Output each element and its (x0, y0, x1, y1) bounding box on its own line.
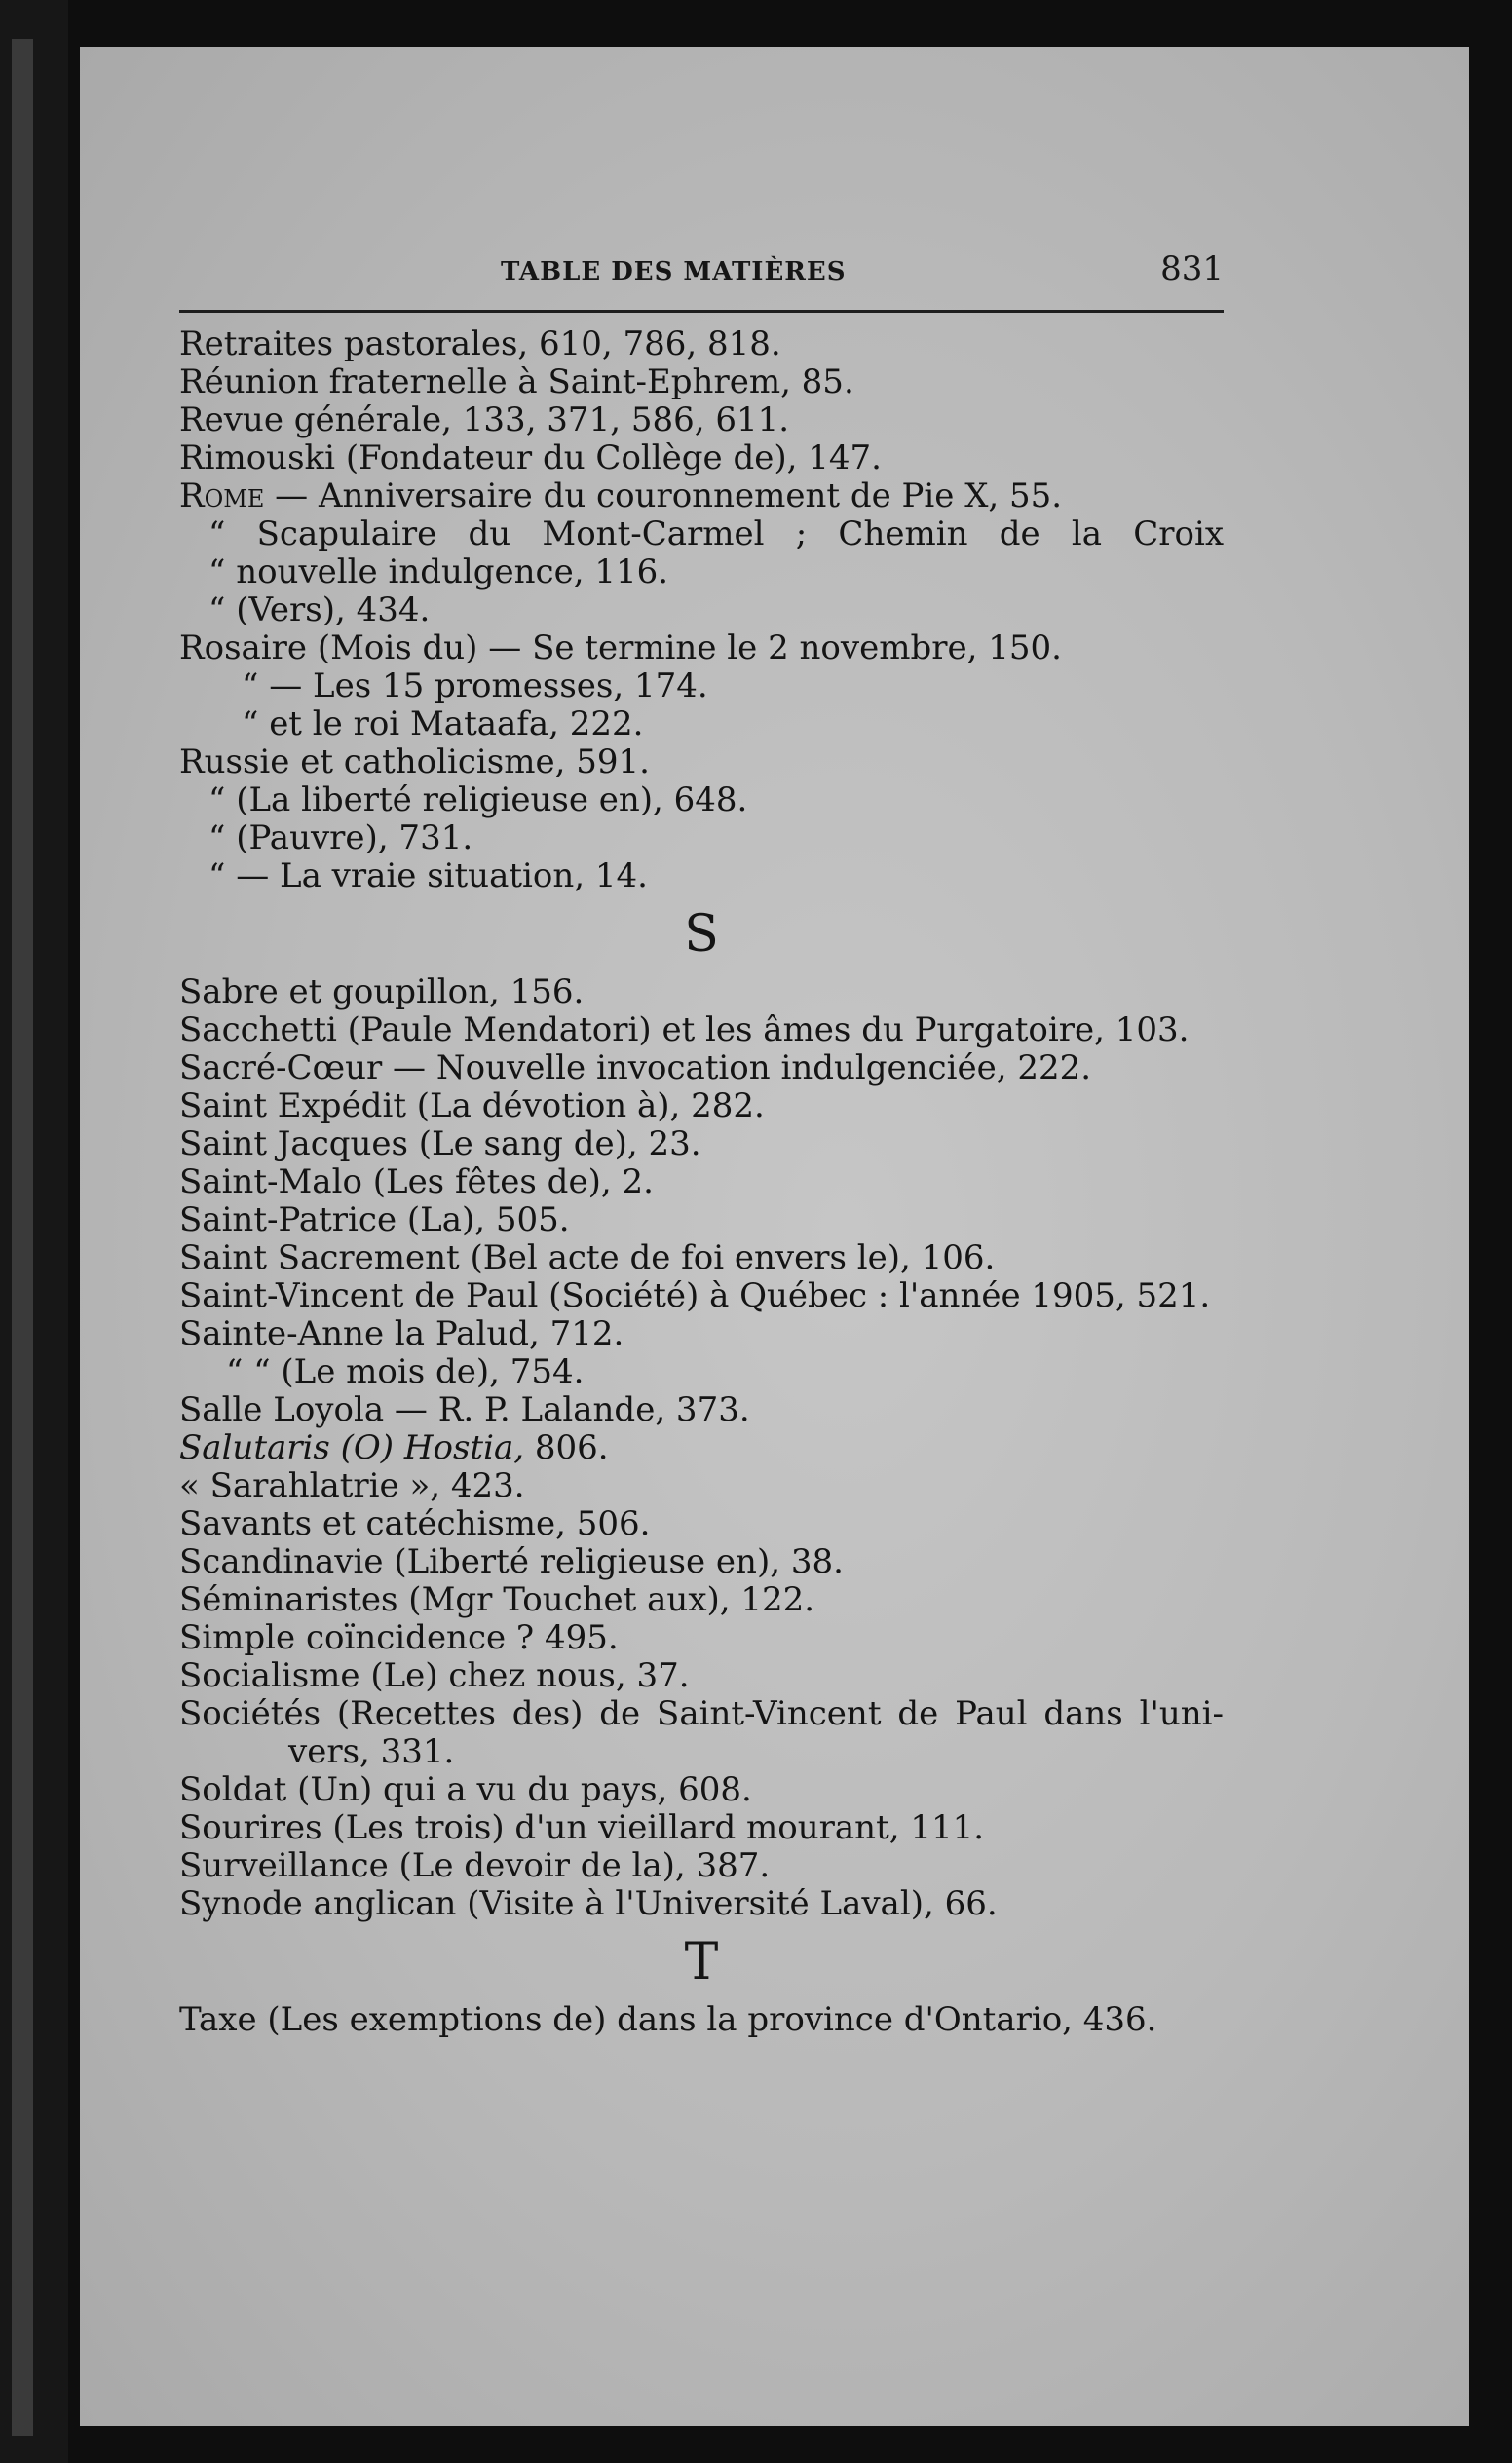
index-entry: Sacré-Cœur — Nouvelle invocation indulgenciée, 222. (179, 1049, 1092, 1087)
index-subentry: “ (La liberté religieuse en), 648. (208, 781, 748, 819)
salutaris-title: Salutaris (O) Hostia, (179, 1429, 525, 1467)
index-entry-salutaris (179, 1429, 1224, 1467)
index-entry-continuation: vers, 331. (288, 1733, 455, 1771)
section-letter-s: S (684, 905, 719, 964)
index-entry: « Sarahlatrie », 423. (179, 1467, 525, 1505)
index-entry: Salle Loyola — R. P. Lalande, 373. (179, 1391, 750, 1429)
index-entry: Simple coïncidence ? 495. (179, 1619, 619, 1657)
index-entry: Saint-Vincent de Paul (Société) à Québec : l'année 1905, 521. (179, 1277, 1211, 1315)
rome-heading: Rome (179, 477, 265, 515)
index-subentry: “ “ (Le mois de), 754. (226, 1353, 585, 1391)
index-entry: Sainte-Anne la Palud, 712. (179, 1315, 624, 1353)
index-subentry: “ (Vers), 434. (208, 591, 431, 629)
page-number: 831 (1160, 249, 1224, 288)
index-entry: Rimouski (Fondateur du Collège de), 147. (179, 439, 882, 477)
index-entry: Scandinavie (Liberté religieuse en), 38. (179, 1543, 844, 1581)
index-entry: Saint Expédit (La dévotion à), 282. (179, 1087, 765, 1125)
index-subentry: “ (Pauvre), 731. (208, 819, 473, 857)
section-letter-t: T (684, 1933, 719, 1991)
index-entry: Sociétés (Recettes des) de Saint-Vincent de Paul dans l'uni- (179, 1695, 1224, 1733)
header-title: TABLE DES MATIÈRES (501, 257, 847, 286)
index-entry: Savants et catéchisme, 506. (179, 1505, 651, 1543)
index-subentry: “ nouvelle indulgence, 116. (208, 553, 669, 591)
scan-left-edge (12, 39, 33, 2436)
index-entry: Surveillance (Le devoir de la), 387. (179, 1847, 771, 1885)
index-subentry: “ — La vraie situation, 14. (208, 857, 648, 895)
index-entry-rome (179, 477, 1224, 515)
index-entry: Sabre et goupillon, 156. (179, 973, 585, 1011)
index-entry: Revue générale, 133, 371, 586, 611. (179, 401, 790, 439)
index-entry: Socialisme (Le) chez nous, 37. (179, 1657, 690, 1695)
index-entry: Sacchetti (Paule Mendatori) et les âmes du Purgatoire, 103. (179, 1011, 1190, 1049)
salutaris-page: 806. (524, 1429, 609, 1467)
header-rule (179, 310, 1224, 313)
page-header (179, 246, 1224, 304)
index-entry: Saint Jacques (Le sang de), 23. (179, 1125, 701, 1163)
index-entries (179, 325, 1224, 2039)
scan-left-border (0, 0, 68, 2463)
rome-text: — Anniversaire du couronnement de Pie X, 55. (264, 477, 1063, 515)
index-entry: Synode anglican (Visite à l'Université Laval), 66. (179, 1885, 998, 1923)
index-entry: Saint Sacrement (Bel acte de foi envers le), 106. (179, 1239, 996, 1277)
index-entry: Taxe (Les exemptions de) dans la province d'Ontario, 436. (179, 2001, 1157, 2039)
index-entry: Russie et catholicisme, 591. (179, 743, 650, 781)
index-entry: Séminaristes (Mgr Touchet aux), 122. (179, 1581, 815, 1619)
index-entry: Retraites pastorales, 610, 786, 818. (179, 325, 781, 363)
index-entry: Saint-Malo (Les fêtes de), 2. (179, 1163, 654, 1201)
index-entry: Rosaire (Mois du) — Se termine le 2 novembre, 150. (179, 629, 1062, 667)
index-entry: Réunion fraternelle à Saint-Ephrem, 85. (179, 363, 854, 401)
index-entry: Saint-Patrice (La), 505. (179, 1201, 570, 1239)
index-entry: Sourires (Les trois) d'un vieillard mourant, 111. (179, 1809, 985, 1847)
index-subentry: “ et le roi Mataafa, 222. (242, 705, 644, 743)
index-subentry: “ — Les 15 promesses, 174. (242, 667, 708, 705)
index-entry: Soldat (Un) qui a vu du pays, 608. (179, 1771, 752, 1809)
index-subentry: “ Scapulaire du Mont-Carmel ; Chemin de la Croix (208, 515, 1224, 553)
